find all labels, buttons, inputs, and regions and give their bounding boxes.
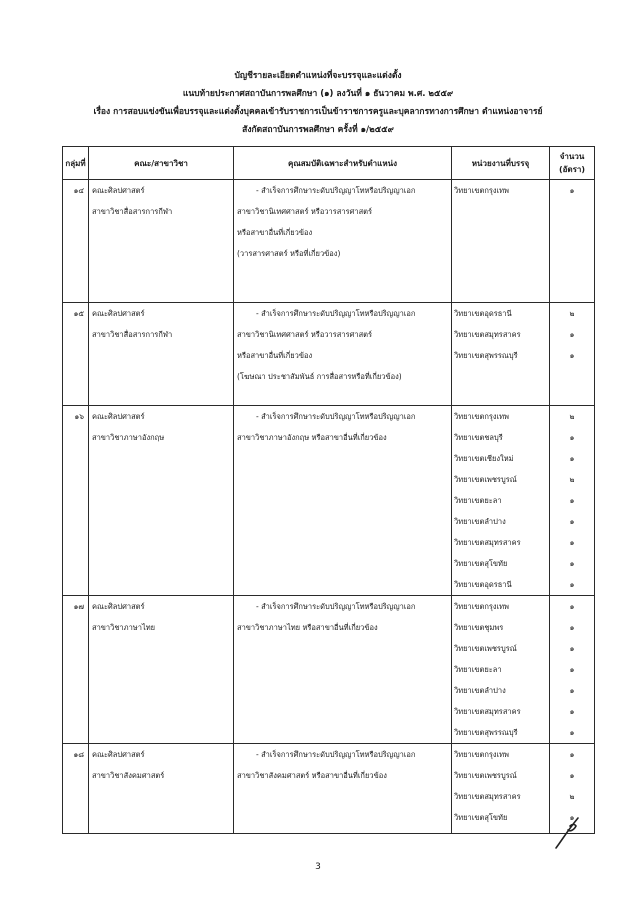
position-count: ๑: [569, 665, 575, 674]
campus-name: วิทยาเขตเชียงใหม่: [454, 454, 514, 463]
page-number: 3: [315, 862, 321, 872]
group-number: ๑๖: [74, 412, 84, 421]
campus-name: วิทยาเขตสมุทรสาคร: [454, 538, 521, 547]
qualification-line: - สำเร็จการศึกษาระดับปริญญาโทหรือปริญญาเอก: [256, 186, 416, 195]
position-count: ๑: [569, 496, 575, 505]
unit-cell: [452, 303, 550, 406]
position-count: ๑: [569, 186, 575, 195]
table-row: [63, 406, 595, 596]
unit-cell: [452, 596, 550, 744]
faculty-name: คณะศิลปศาสตร์: [92, 186, 145, 195]
faculty-cell: [89, 596, 234, 744]
count-cell: [550, 406, 595, 596]
position-count: ๒: [569, 475, 575, 484]
faculty-name: คณะศิลปศาสตร์: [92, 412, 145, 421]
table-header-row: [63, 147, 595, 180]
qualification-line: สาขาวิชาสังคมศาสตร์ หรือสาขาอื่นที่เกี่ยวข้อง: [237, 771, 387, 780]
unit-cell: [452, 406, 550, 596]
position-count: ๑: [569, 351, 575, 360]
doc-subject: เรื่อง การสอบแข่งขันเพื่อบรรจุและแต่งตั้งบุคคลเข้ารับราชการเป็นข้าราชการครูและบุคลากรทางการศึกษา ตำแหน่งอาจารย์: [93, 107, 543, 117]
campus-name: วิทยาเขตลำปาง: [454, 517, 506, 526]
campus-name: วิทยาเขตอุดรธานี: [454, 580, 512, 589]
header-unit: หน่วยงานที่บรรจุ: [452, 147, 550, 180]
position-count: ๑: [569, 454, 575, 463]
group-cell: [63, 303, 89, 406]
position-count: ๑: [569, 330, 575, 339]
campus-name: วิทยาเขตสุโขทัย: [454, 813, 508, 822]
qualification-line: สาขาวิชาภาษาไทย หรือสาขาอื่นที่เกี่ยวข้อง: [237, 623, 378, 632]
position-count: ๑: [569, 813, 575, 822]
position-count: ๑: [569, 771, 575, 780]
position-count: ๑: [569, 538, 575, 547]
doc-affiliation: สังกัดสถาบันการพลศึกษา ครั้งที่ ๑/๒๕๕๙: [242, 125, 394, 135]
campus-name: วิทยาเขตลำปาง: [454, 686, 506, 695]
campus-name: วิทยาเขตสุโขทัย: [454, 559, 508, 568]
qualification-cell: [234, 596, 452, 744]
position-count: ๑: [569, 602, 575, 611]
signature-mark: [548, 812, 588, 852]
doc-title: บัญชีรายละเอียดตำแหน่งที่จะบรรจุและแต่งตั้ง: [234, 71, 402, 81]
table-row: [63, 180, 595, 303]
position-count: ๑: [569, 623, 575, 632]
campus-name: วิทยาเขตกรุงเทพ: [454, 750, 510, 759]
qualification-cell: [234, 180, 452, 303]
campus-name: วิทยาเขตเพชรบูรณ์: [454, 771, 517, 780]
count-cell: [550, 180, 595, 303]
group-cell: [63, 406, 89, 596]
faculty-name: คณะศิลปศาสตร์: [92, 602, 145, 611]
qualification-line: สาขาวิชานิเทศศาสตร์ หรือวารสารศาสตร์: [237, 330, 373, 339]
position-count: ๑: [569, 686, 575, 695]
position-count: ๒: [569, 309, 575, 318]
campus-name: วิทยาเขตกรุงเทพ: [454, 186, 510, 195]
group-number: ๑๘: [73, 750, 84, 759]
position-count: ๒: [569, 412, 575, 421]
campus-name: วิทยาเขตชลบุรี: [454, 433, 503, 442]
faculty-cell: [89, 303, 234, 406]
position-count: ๒: [569, 792, 575, 801]
campus-name: วิทยาเขตเพชรบูรณ์: [454, 644, 517, 653]
qualification-line: หรือสาขาอื่นที่เกี่ยวข้อง: [237, 228, 313, 237]
positions-table: [62, 146, 595, 834]
qualification-cell: [234, 744, 452, 834]
campus-name: วิทยาเขตเพชรบูรณ์: [454, 475, 517, 484]
unit-cell: [452, 180, 550, 303]
campus-name: วิทยาเขตยะลา: [454, 665, 502, 674]
qualification-line: (วารสารศาสตร์ หรือที่เกี่ยวข้อง): [237, 249, 341, 258]
campus-name: วิทยาเขตสุพรรณบุรี: [454, 351, 518, 360]
qualification-cell: [234, 406, 452, 596]
header-count-line1: จำนวน: [559, 152, 585, 161]
major-name: สาขาวิชาสื่อสารการกีฬา: [92, 330, 173, 339]
campus-name: วิทยาเขตกรุงเทพ: [454, 602, 510, 611]
header-count-line2: (อัตรา): [558, 165, 586, 174]
group-cell: [63, 596, 89, 744]
doc-subtitle: แนบท้ายประกาศสถาบันการพลศึกษา (๑) ลงวันที่ ๑ ธันวาคม พ.ศ. ๒๕๕๙: [182, 89, 454, 99]
faculty-name: คณะศิลปศาสตร์: [92, 750, 145, 759]
qualification-line: สาขาวิชานิเทศศาสตร์ หรือวารสารศาสตร์: [237, 207, 373, 216]
campus-name: วิทยาเขตชุมพร: [454, 623, 504, 632]
position-count: ๑: [569, 728, 575, 737]
faculty-cell: [89, 406, 234, 596]
campus-name: วิทยาเขตสมุทรสาคร: [454, 330, 521, 339]
header-count: [550, 147, 595, 180]
group-cell: [63, 744, 89, 834]
campus-name: วิทยาเขตอุดรธานี: [454, 309, 512, 318]
qualification-line: - สำเร็จการศึกษาระดับปริญญาโทหรือปริญญาเอก: [256, 750, 416, 759]
campus-name: วิทยาเขตกรุงเทพ: [454, 412, 510, 421]
qualification-line: - สำเร็จการศึกษาระดับปริญญาโทหรือปริญญาเอก: [256, 602, 416, 611]
count-cell: [550, 303, 595, 406]
major-name: สาขาวิชาสื่อสารการกีฬา: [92, 207, 173, 216]
unit-cell: [452, 744, 550, 834]
table-row: [63, 596, 595, 744]
qualification-line: - สำเร็จการศึกษาระดับปริญญาโทหรือปริญญาเอก: [256, 309, 416, 318]
group-cell: [63, 180, 89, 303]
qualification-line: สาขาวิชาภาษาอังกฤษ หรือสาขาอื่นที่เกี่ยวข้อง: [237, 433, 387, 442]
faculty-name: คณะศิลปศาสตร์: [92, 309, 145, 318]
campus-name: วิทยาเขตยะลา: [454, 496, 502, 505]
position-count: ๑: [569, 707, 575, 716]
table-row: [63, 744, 595, 834]
header-group: กลุ่มที่: [63, 147, 89, 180]
position-count: ๑: [569, 433, 575, 442]
header-qualification: คุณสมบัติเฉพาะสำหรับตำแหน่ง: [234, 147, 452, 180]
position-count: ๑: [569, 750, 575, 759]
faculty-cell: [89, 744, 234, 834]
position-count: ๑: [569, 580, 575, 589]
qualification-line: - สำเร็จการศึกษาระดับปริญญาโทหรือปริญญาเอก: [256, 412, 416, 421]
qualification-cell: [234, 303, 452, 406]
group-number: ๑๕: [73, 309, 84, 318]
header-faculty: คณะ/สาขาวิชา: [89, 147, 234, 180]
major-name: สาขาวิชาภาษาไทย: [92, 623, 156, 632]
major-name: สาขาวิชาสังคมศาสตร์: [92, 771, 165, 780]
major-name: สาขาวิชาภาษาอังกฤษ: [92, 433, 165, 442]
campus-name: วิทยาเขตสุพรรณบุรี: [454, 728, 518, 737]
count-cell: [550, 596, 595, 744]
campus-name: วิทยาเขตสมุทรสาคร: [454, 707, 521, 716]
position-count: ๑: [569, 559, 575, 568]
position-count: ๑: [569, 517, 575, 526]
qualification-line: (โฆษณา ประชาสัมพันธ์ การสื่อสารหรือที่เกี่ยวข้อง): [237, 372, 402, 381]
qualification-line: หรือสาขาอื่นที่เกี่ยวข้อง: [237, 351, 313, 360]
group-number: ๑๗: [73, 602, 84, 611]
faculty-cell: [89, 180, 234, 303]
position-count: ๑: [569, 644, 575, 653]
table-row: [63, 303, 595, 406]
campus-name: วิทยาเขตสมุทรสาคร: [454, 792, 521, 801]
group-number: ๑๔: [73, 186, 84, 195]
